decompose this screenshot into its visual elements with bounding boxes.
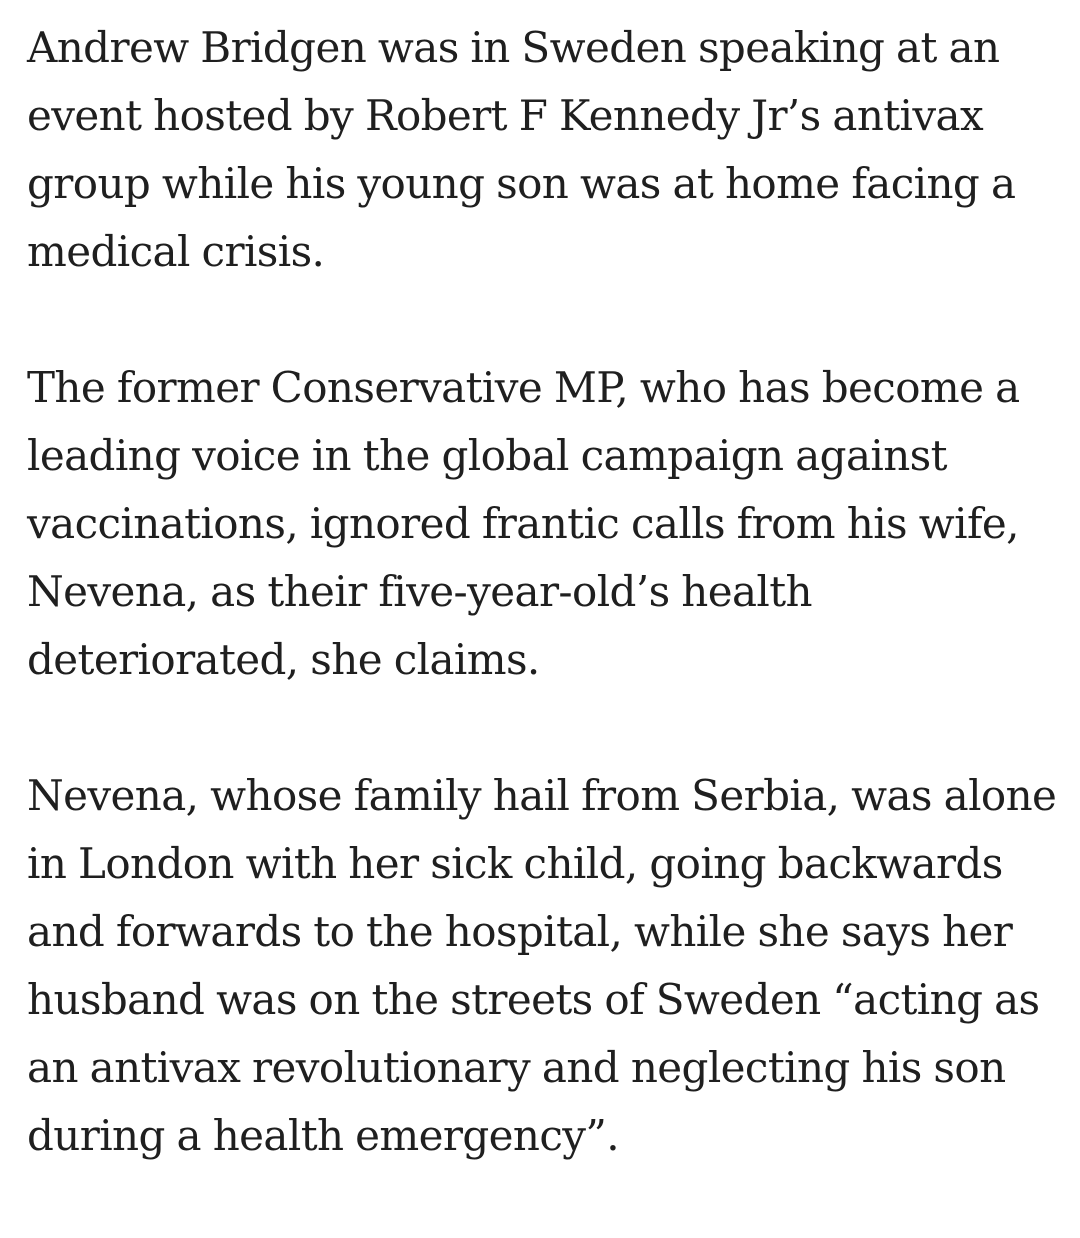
paragraph-line: and forwards to the hospital, while she says her <box>27 907 1013 956</box>
paragraph-line: leading voice in the global campaign against <box>27 431 947 480</box>
paragraph-line: medical crisis. <box>27 227 325 276</box>
article-body <box>27 14 1057 1238</box>
paragraph-line: deteriorated, she claims. <box>27 635 540 684</box>
paragraph-line: Andrew Bridgen was in Sweden speaking at an <box>27 23 1000 72</box>
paragraph-line: Nevena, whose family hail from Serbia, was alone <box>27 771 1057 820</box>
paragraph-line: The former Conservative MP, who has become a <box>27 363 1020 412</box>
paragraph-line: during a health emergency”. <box>27 1111 620 1160</box>
paragraph-1 <box>27 14 1057 286</box>
paragraph-line: an antivax revolutionary and neglecting his son <box>27 1043 1006 1092</box>
paragraph-line: Nevena, as their five-year-old’s health <box>27 567 812 616</box>
paragraph-3 <box>27 762 1057 1170</box>
paragraph-line: event hosted by Robert F Kennedy Jr’s antivax <box>27 91 984 140</box>
paragraph-line: vaccinations, ignored frantic calls from his wife, <box>27 499 1019 548</box>
paragraph-line: husband was on the streets of Sweden “acting as <box>27 975 1040 1024</box>
paragraph-2 <box>27 354 1057 694</box>
paragraph-line: in London with her sick child, going backwards <box>27 839 1003 888</box>
paragraph-line: group while his young son was at home facing a <box>27 159 1016 208</box>
